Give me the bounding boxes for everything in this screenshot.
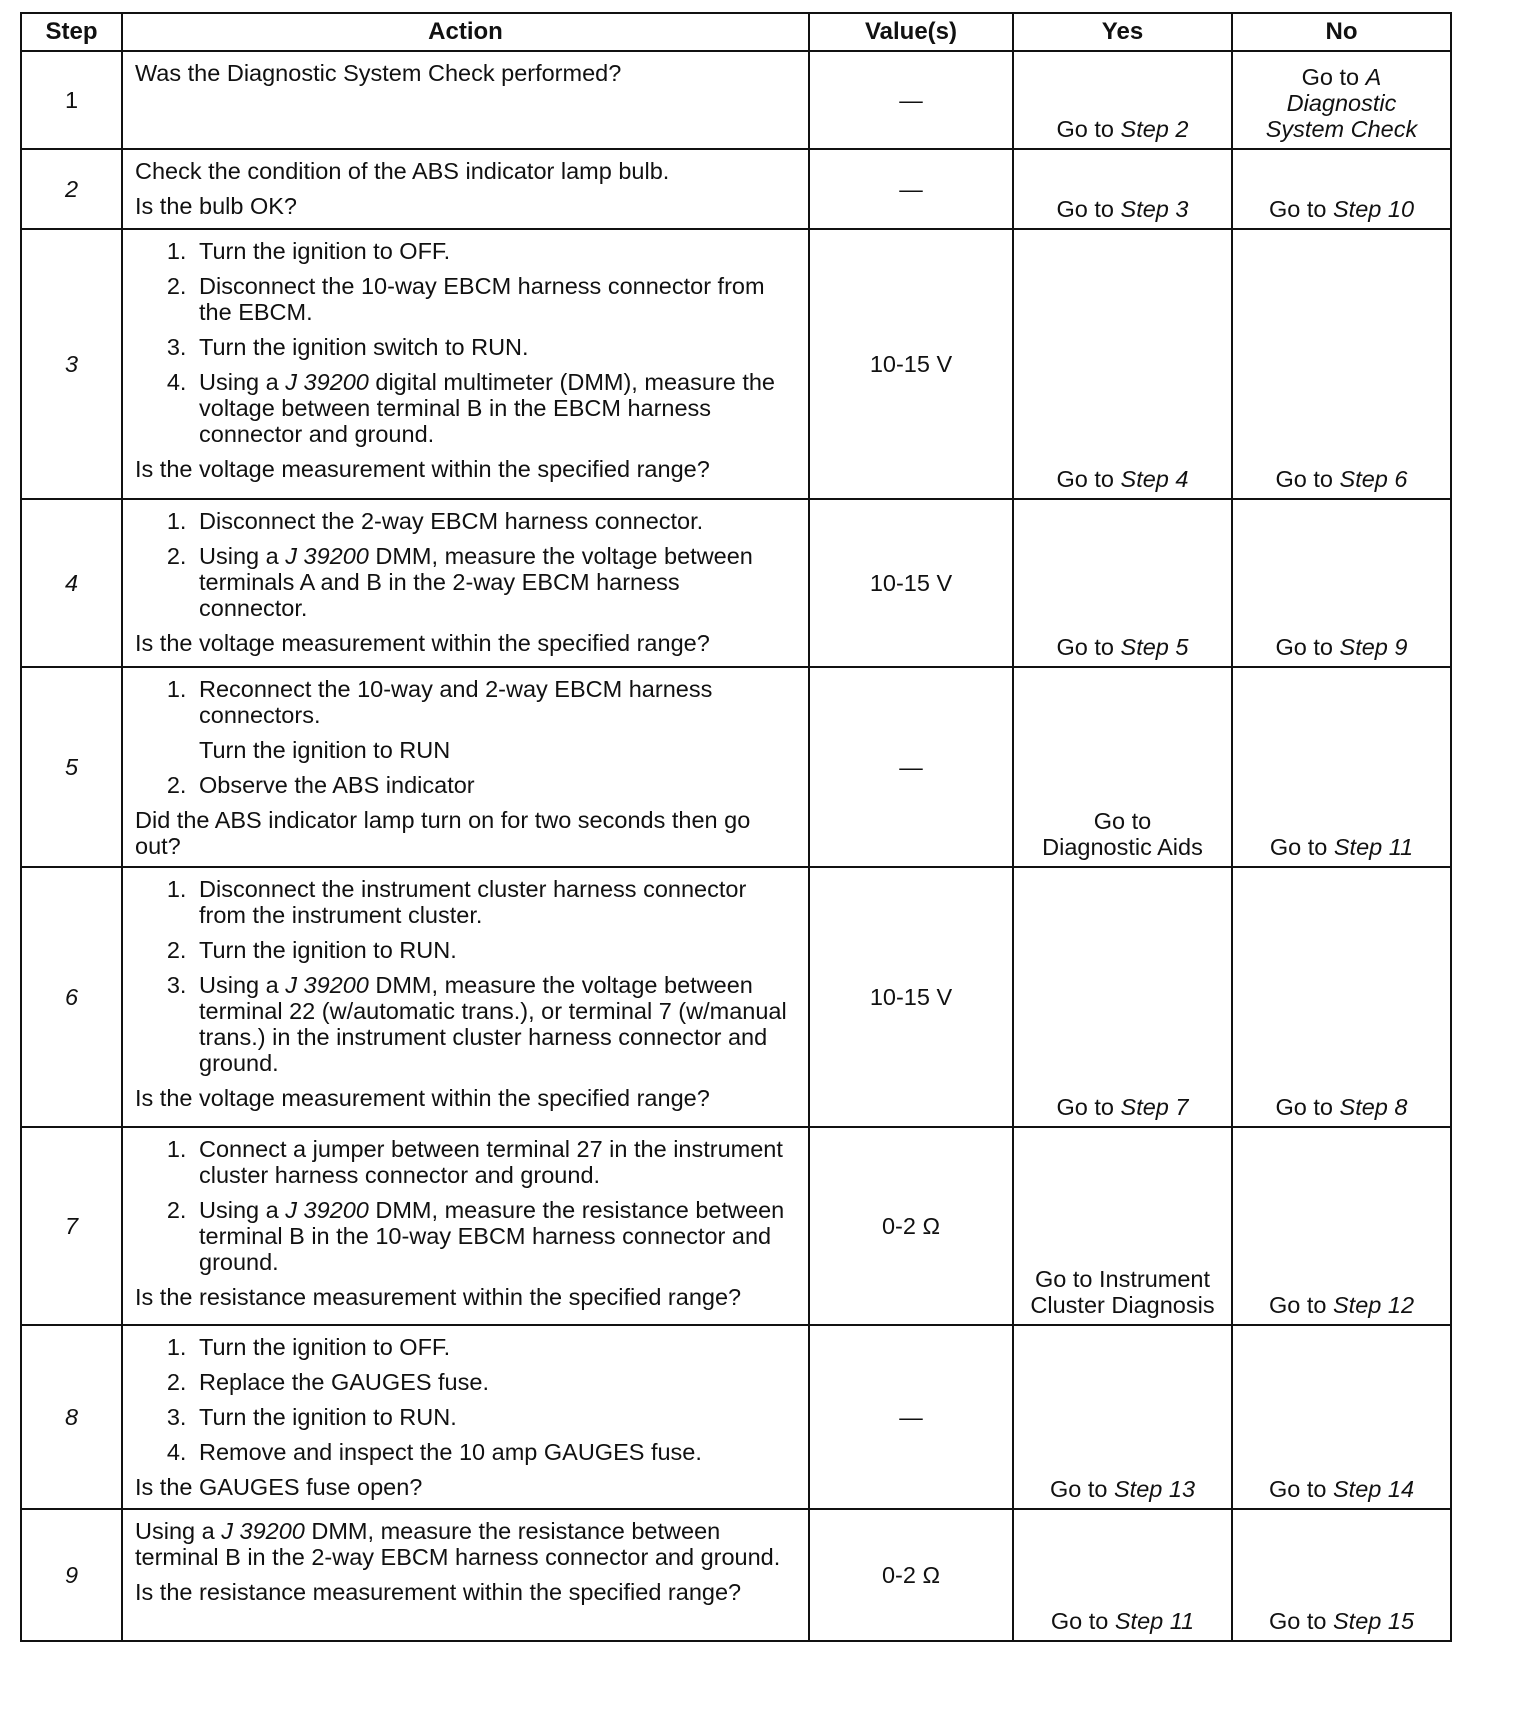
list-item-text: digital multimeter (DMM), measure the voltage between terminal B in the EBCM harness connector and ground. — [199, 369, 775, 447]
table-row-step-3 — [21, 229, 1451, 499]
value-cell: — — [809, 149, 1013, 229]
action-question: Is the resistance measurement within the specified range? — [135, 1579, 742, 1605]
step-number: 4 — [21, 499, 122, 667]
step-number: 2 — [21, 149, 122, 229]
no-cell — [1232, 149, 1451, 229]
no-target: Step 10 — [1333, 196, 1415, 222]
list-item-text: Using a — [199, 543, 286, 569]
yes-cell — [1013, 229, 1232, 499]
action-list — [135, 238, 794, 447]
list-item: 1. Disconnect the 2-way EBCM harness connector. — [193, 508, 794, 534]
yes-line-2: Cluster Diagnosis — [1030, 1292, 1215, 1318]
action-list — [135, 1136, 794, 1275]
list-item-text: Using a — [199, 369, 286, 395]
list-item: 2. Replace the GAUGES fuse. — [193, 1369, 794, 1395]
yes-cell — [1013, 149, 1232, 229]
value-cell: 0-2 Ω — [809, 1127, 1013, 1325]
list-item: 1. Turn the ignition to OFF. — [193, 238, 794, 264]
no-target: Step 6 — [1339, 466, 1408, 492]
value-cell: 0-2 Ω — [809, 1509, 1013, 1641]
no-target: Step 8 — [1339, 1094, 1408, 1120]
table-row-step-1 — [21, 51, 1451, 149]
table-row-step-7 — [21, 1127, 1451, 1325]
list-item: 1. Reconnect the 10-way and 2-way EBCM harness connectors. — [193, 676, 794, 728]
yes-target: Step 5 — [1120, 634, 1189, 660]
no-cell — [1232, 1127, 1451, 1325]
no-cell — [1232, 229, 1451, 499]
action-cell — [122, 499, 809, 667]
list-item — [193, 972, 794, 1076]
no-prefix: Go to — [1275, 1094, 1340, 1120]
value-cell: 10-15 V — [809, 499, 1013, 667]
diagnostic-table — [20, 12, 1452, 1642]
table-row-step-6 — [21, 867, 1451, 1127]
action-cell — [122, 229, 809, 499]
yes-cell — [1013, 51, 1232, 149]
list-item — [193, 1197, 794, 1275]
no-prefix: Go to — [1269, 834, 1334, 860]
step-number: 5 — [21, 667, 122, 867]
list-item-text: DMM, measure the resistance between terminal B in the 10-way EBCM harness connector and ground. — [199, 1197, 785, 1275]
no-cell — [1232, 1325, 1451, 1509]
no-line-1: Go to — [1301, 64, 1366, 90]
action-list — [135, 876, 794, 1076]
list-item-text: DMM, measure the voltage between terminal 22 (w/automatic trans.), or terminal 7 (w/manual trans.) in the instrument cluster harness connector and ground. — [199, 972, 787, 1076]
step-number: 3 — [21, 229, 122, 499]
yes-cell — [1013, 1325, 1232, 1509]
value-cell: 10-15 V — [809, 229, 1013, 499]
yes-cell — [1013, 867, 1232, 1127]
header-values: Value(s) — [809, 13, 1013, 51]
no-prefix: Go to — [1275, 634, 1340, 660]
header-row — [21, 13, 1451, 51]
yes-cell — [1013, 499, 1232, 667]
yes-prefix: Go to — [1056, 634, 1121, 660]
tool-name: J 39200 — [221, 1518, 305, 1544]
action-list — [135, 508, 794, 621]
yes-cell — [1013, 667, 1232, 867]
no-prefix: Go to — [1268, 1476, 1333, 1502]
no-prefix: Go to — [1275, 466, 1340, 492]
no-prefix: Go to — [1268, 196, 1333, 222]
list-item: 3. Turn the ignition switch to RUN. — [193, 334, 794, 360]
header-yes: Yes — [1013, 13, 1232, 51]
yes-target: Step 7 — [1120, 1094, 1189, 1120]
list-item: 1. Disconnect the instrument cluster harness connector from the instrument cluster. — [193, 876, 794, 928]
list-item — [193, 543, 794, 621]
action-question: Is the resistance measurement within the specified range? — [135, 1284, 742, 1310]
step-number: 9 — [21, 1509, 122, 1641]
table-row-step-5 — [21, 667, 1451, 867]
action-question: Did the ABS indicator lamp turn on for two seconds then go out? — [135, 807, 751, 859]
list-item-text: Using a — [199, 1197, 286, 1223]
tool-name: J 39200 — [285, 369, 369, 395]
yes-cell — [1013, 1127, 1232, 1325]
no-prefix: Go to — [1268, 1292, 1333, 1318]
no-target: Step 11 — [1333, 834, 1414, 860]
action-question: Is the voltage measurement within the specified range? — [135, 630, 710, 656]
action-question: Is the voltage measurement within the specified range? — [135, 1085, 710, 1111]
no-cell — [1232, 667, 1451, 867]
no-prefix: Go to — [1268, 1608, 1333, 1634]
header-no: No — [1232, 13, 1451, 51]
action-question: Is the GAUGES fuse open? — [135, 1474, 423, 1500]
no-target: Step 9 — [1339, 634, 1408, 660]
no-cell — [1232, 499, 1451, 667]
action-list — [135, 772, 794, 798]
action-cell — [122, 149, 809, 229]
action-text: Check the condition of the ABS indicator lamp bulb. — [135, 158, 670, 184]
list-item: 2. Turn the ignition to RUN. — [193, 937, 794, 963]
action-text-part: Using a — [135, 1518, 222, 1544]
table-row-step-9 — [21, 1509, 1451, 1641]
action-cell — [122, 1509, 809, 1641]
list-item: 1. Connect a jumper between terminal 27 in the instrument cluster harness connector and ground. — [193, 1136, 794, 1188]
yes-prefix: Go to — [1056, 466, 1121, 492]
action-note: Turn the ignition to RUN — [199, 737, 451, 763]
no-target: Step 15 — [1333, 1608, 1415, 1634]
header-step: Step — [21, 13, 122, 51]
action-text: Was the Diagnostic System Check performed? — [135, 60, 622, 86]
table-row-step-4 — [21, 499, 1451, 667]
action-question: Is the bulb OK? — [135, 193, 297, 219]
action-cell — [122, 667, 809, 867]
yes-target: Step 11 — [1114, 1608, 1195, 1634]
list-item: 2. Observe the ABS indicator — [193, 772, 794, 798]
no-line-1-italic: A — [1365, 64, 1382, 90]
value-cell: 10-15 V — [809, 867, 1013, 1127]
action-list — [135, 676, 794, 728]
value-cell: — — [809, 667, 1013, 867]
list-item: 4. Remove and inspect the 10 amp GAUGES fuse. — [193, 1439, 794, 1465]
step-number: 1 — [21, 51, 122, 149]
yes-target: Step 4 — [1120, 466, 1189, 492]
value-cell: — — [809, 1325, 1013, 1509]
no-target: Step 14 — [1333, 1476, 1415, 1502]
list-item: 2. Disconnect the 10-way EBCM harness connector from the EBCM. — [193, 273, 794, 325]
list-item-text: Using a — [199, 972, 286, 998]
header-action: Action — [122, 13, 809, 51]
action-cell — [122, 51, 809, 149]
value-cell: — — [809, 51, 1013, 149]
table-row-step-8 — [21, 1325, 1451, 1509]
action-text — [135, 1518, 794, 1570]
action-cell — [122, 1127, 809, 1325]
tool-name: J 39200 — [285, 543, 369, 569]
action-list — [135, 1334, 794, 1465]
yes-line-2: Diagnostic Aids — [1042, 834, 1203, 860]
yes-line-1: Go to Instrument — [1034, 1266, 1211, 1292]
yes-prefix: Go to — [1056, 196, 1121, 222]
table-row-step-2 — [21, 149, 1451, 229]
yes-prefix: Go to — [1056, 1094, 1121, 1120]
yes-prefix: Go to — [1056, 116, 1121, 142]
list-item: 1. Turn the ignition to OFF. — [193, 1334, 794, 1360]
action-cell — [122, 1325, 809, 1509]
action-text-part: DMM, measure the resistance between terminal B in the 2-way EBCM harness connector and ground. — [135, 1518, 781, 1570]
list-item — [193, 369, 794, 447]
tool-name: J 39200 — [285, 1197, 369, 1223]
no-cell — [1232, 51, 1451, 149]
action-cell — [122, 867, 809, 1127]
yes-prefix: Go to — [1049, 1476, 1114, 1502]
tool-name: J 39200 — [285, 972, 369, 998]
step-number: 6 — [21, 867, 122, 1127]
no-line-2: Diagnostic — [1286, 90, 1397, 116]
yes-target: Step 3 — [1120, 196, 1189, 222]
step-number: 7 — [21, 1127, 122, 1325]
no-cell — [1232, 1509, 1451, 1641]
no-target: Step 12 — [1333, 1292, 1415, 1318]
yes-cell — [1013, 1509, 1232, 1641]
step-number: 8 — [21, 1325, 122, 1509]
no-cell — [1232, 867, 1451, 1127]
yes-line-1: Go to — [1093, 808, 1152, 834]
list-item: 3. Turn the ignition to RUN. — [193, 1404, 794, 1430]
list-item-text: DMM, measure the voltage between terminals A and B in the 2-way EBCM harness connector. — [199, 543, 753, 621]
action-question: Is the voltage measurement within the specified range? — [135, 456, 710, 482]
yes-prefix: Go to — [1050, 1608, 1115, 1634]
no-line-3: System Check — [1265, 116, 1418, 142]
yes-target: Step 2 — [1120, 116, 1189, 142]
yes-target: Step 13 — [1114, 1476, 1196, 1502]
